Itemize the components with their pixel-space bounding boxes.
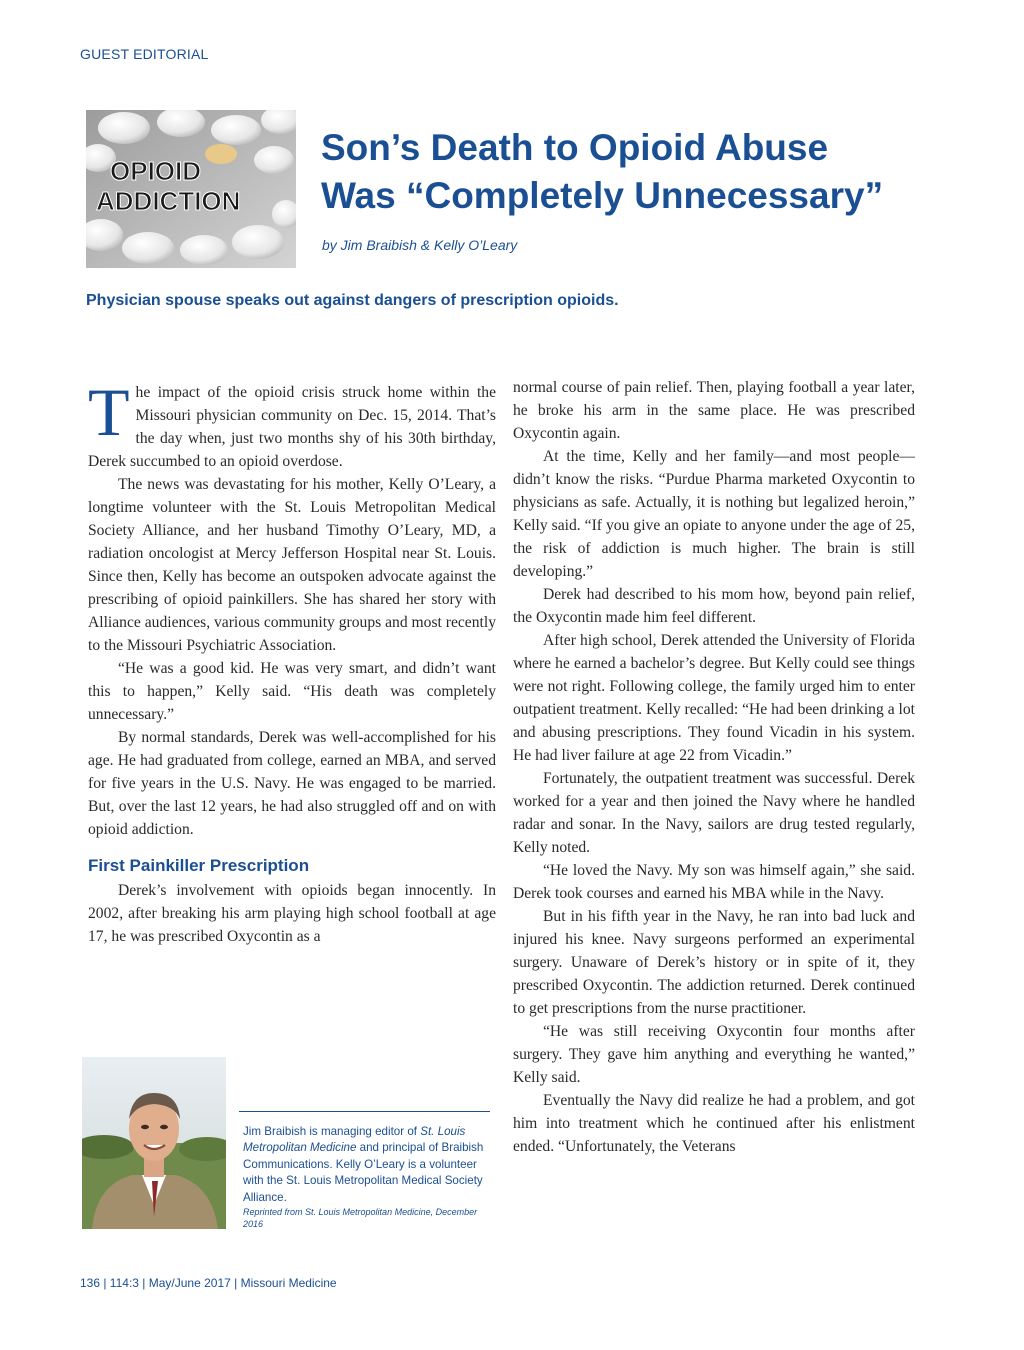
- paragraph: “He loved the Navy. My son was himself again,” she said. Derek took courses and earned his MBA while in the Navy.: [513, 862, 915, 902]
- author-bio: [243, 1124, 488, 1230]
- bio-divider: [239, 1111, 490, 1112]
- reprint-note: Reprinted from St. Louis Metropolitan Medicine, December 2016: [243, 1207, 478, 1230]
- image-text-line1: OPIOID: [110, 156, 202, 186]
- paragraph: “He was a good kid. He was very smart, and didn’t want this to happen,” Kelly said. “His death was completely unnecessary.”: [88, 660, 496, 723]
- article-title: [321, 124, 941, 220]
- paragraph: Derek had described to his mom how, beyond pain relief, the Oxycontin made him feel different.: [513, 586, 915, 626]
- section-heading: First Painkiller Prescription: [88, 856, 310, 875]
- paragraph: Fortunately, the outpatient treatment was successful. Derek worked for a year and then joined the Navy where he handled radar and sonar. In the Navy, sailors are drug tested regularly, Kelly noted.: [513, 770, 915, 856]
- paragraph: The news was devastating for his mother, Kelly O’Leary, a longtime volunteer with the St. Louis Metropolitan Medical Society Alliance, and her husband Timothy O’Leary, MD, a radiation oncologist at Mercy Jefferson Hospital near St. Louis. Since then, Kelly has become an outspoken advocate against the prescribing of opioid painkillers. She has shared her story with Alliance audiences, various community groups and most recently to the Missouri Psychiatric Association.: [88, 476, 496, 654]
- paragraph: But in his fifth year in the Navy, he ran into bad luck and injured his knee. Navy surgeons performed an experimental surgery. Unaware of Derek’s history or in spite of it, they prescribed Oxycontin. The addiction returned. Derek continued to get prescriptions from the nurse practitioner.: [513, 908, 915, 1017]
- bio-text-2: and principal of Braibish Communications. Kelly O’Leary is a volunteer with the St. Louis Metropolitan Medical Society Alliance.: [243, 1141, 484, 1204]
- paragraph: Derek’s involvement with opioids began innocently. In 2002, after breaking his arm playing high school football at age 17, he was prescribed Oxycontin as a: [88, 882, 496, 945]
- section-label: GUEST EDITORIAL: [80, 46, 209, 62]
- paragraph: After high school, Derek attended the University of Florida where he earned a bachelor’s degree. But Kelly could see things were not right. Following college, the family urged him to enter outpatient treatment. Kelly recalled: “He had been drinking a lot and abusing prescriptions. They found Vicadin in his system. He had liver failure at age 22 from Vicadin.”: [513, 632, 915, 764]
- page-footer: 136 | 114:3 | May/June 2017 | Missouri Medicine: [80, 1276, 337, 1290]
- subhead: Physician spouse speaks out against dangers of prescription opioids.: [86, 292, 619, 309]
- paragraph: By normal standards, Derek was well-accomplished for his age. He had graduated from college, earned an MBA, and served for five years in the U.S. Navy. He was engaged to be married. But, over the last 12 years, he had also struggled off and on with opioid addiction.: [88, 729, 496, 838]
- article-left-column: [88, 374, 496, 948]
- paragraph-text: he impact of the opioid crisis struck home within the Missouri physician community on Dec. 15, 2014. That’s the day when, just two months shy of his 30th birthday, Derek succumbed to an opioid overdose.: [88, 384, 496, 470]
- author-photo: [82, 1057, 226, 1229]
- image-text-line2: ADDICTION: [96, 186, 241, 216]
- drop-cap: T: [88, 374, 130, 450]
- article-right-column: [513, 376, 915, 1158]
- paragraph: Eventually the Navy did realize he had a problem, and got him into treatment which he continued after his enlistment ended. “Unfortunately, the Veterans: [513, 1092, 915, 1155]
- title-line1: Son’s Death to Opioid Abuse: [321, 127, 829, 168]
- paragraph: “He was still receiving Oxycontin four months after surgery. They gave him anything and everything he wanted,” Kelly said.: [513, 1023, 915, 1086]
- paragraph: At the time, Kelly and her family—and most people—didn’t know the risks. “Purdue Pharma marketed Oxycontin to physicians as safe. Actually, it is nothing but legalized heroin,” Kelly said. “If you give an opiate to anyone under the age of 25, the risk of addiction is much higher. The brain is still developing.”: [513, 448, 915, 580]
- paragraph: normal course of pain relief. Then, playing football a year later, he broke his arm in the same place. He was prescribed Oxycontin again.: [513, 379, 915, 442]
- byline: by Jim Braibish & Kelly O’Leary: [322, 237, 518, 253]
- paragraph: [88, 374, 496, 473]
- title-line2: Was “Completely Unnecessary”: [321, 175, 884, 216]
- bio-journal: St. Louis Metropolitan Medicine: [243, 1125, 466, 1155]
- opioid-addiction-image: [86, 110, 296, 268]
- bio-text: Jim Braibish is managing editor of: [243, 1125, 421, 1138]
